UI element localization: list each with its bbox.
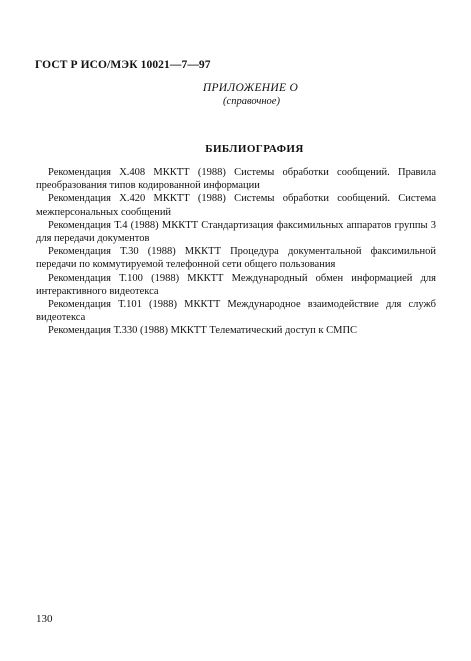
bibliography-entry: Рекомендация Т.4 (1988) МККТТ Стандартизация факсимильных аппаратов группы 3 для передачи документов	[36, 219, 436, 245]
bibliography-heading-block	[0, 143, 471, 155]
bibliography-entry: Рекомендация X.408 МККТТ (1988) Системы обработки сообщений. Правила преобразования типов кодированной информации	[36, 167, 436, 192]
appendix-title: ПРИЛОЖЕНИЕ О	[202, 82, 299, 94]
bibliography-entry: Рекомендация Т.101 (1988) МККТТ Международное взаимодействие для служб видеотекса	[36, 299, 436, 324]
bibliography-entry: Рекомендация Т.30 (1988) МККТТ Процедура документальной факсимильной передачи по коммутируемой телефонной сети общего пользования	[36, 246, 436, 271]
bibliography-heading: БИБЛИОГРАФИЯ	[205, 143, 304, 155]
bibliography-entry: Рекомендация Т.100 (1988) МККТТ Международный обмен информацией для интерактивного видеотекса	[36, 272, 436, 297]
bibliography-entry: Рекомендация X.420 МККТТ (1988) Системы обработки сообщений. Система межперсональных сообщений	[36, 193, 436, 218]
appendix-subtitle: (справочное)	[223, 96, 280, 107]
document-code-header: ГОСТ Р ИСО/МЭК 10021—7—97	[35, 59, 211, 71]
bibliography-entry: Рекомендация Т.330 (1988) МККТТ Телематический доступ к СМПС	[48, 325, 358, 337]
appendix-title-block	[0, 82, 471, 94]
page-number: 130	[36, 613, 53, 625]
appendix-subtitle-block	[0, 96, 471, 107]
bibliography-list	[36, 166, 436, 338]
